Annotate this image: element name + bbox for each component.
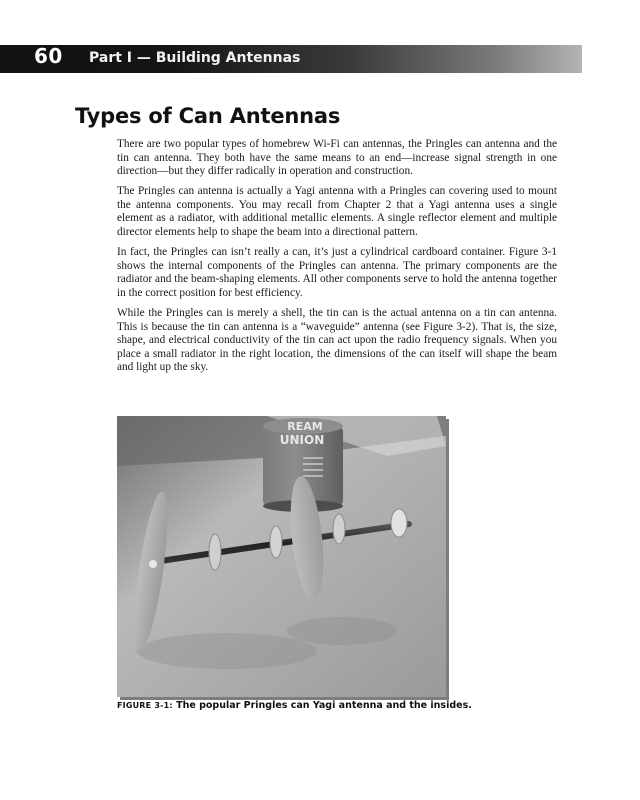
washer-3 (333, 514, 345, 544)
can-label-line1: REAM (287, 420, 323, 433)
caption-text: The popular Pringles can Yagi antenna and the insides. (176, 700, 472, 711)
washer-4 (391, 509, 407, 537)
paragraph: In fact, the Pringles can isn’t really a can, it’s just a cylindrical cardboard container. Figure 3-1 shows the internal components of the Pringles can antenna. The primary components are the radiator and the beam-shaping elements. All other components serve to hold the antenna together in the correct position for best efficiency. (117, 246, 557, 299)
washer-2 (270, 526, 282, 558)
paragraph: There are two popular types of homebrew Wi-Fi can antennas, the Pringles can antenna and the tin can antenna. They both have the same means to an end—increase signal strength in one direction—but they differ radically in operation and construction. (117, 138, 557, 178)
section-title: Types of Can Antennas (75, 104, 341, 128)
figure-photo (117, 416, 446, 697)
part-title: Part I — Building Antennas (89, 50, 301, 66)
antenna-photo (117, 416, 446, 697)
washer-1 (209, 534, 221, 570)
body-text (117, 138, 557, 382)
figure-caption (117, 700, 472, 711)
can-label-line2: UNION (279, 433, 325, 447)
paragraph: While the Pringles can is merely a shell, the tin can is the actual antenna on a tin can antenna. This is because the tin can antenna is a “waveguide” antenna (see Figure 3-2). That is, the size, shape, and electrical conductivity of the tin can act upon the radio frequency signals. When you place a small radiator in the right location, the dimensions of the can itself will shape the beam and light up the sky. (117, 307, 557, 374)
caption-label: FIGURE 3-1: (117, 701, 173, 710)
paragraph: The Pringles can antenna is actually a Yagi antenna with a Pringles can covering used to mount the antenna components. You may recall from Chapter 2 that a Yagi antenna uses a single element as a radiator, with additional metallic elements. A single reflector element and multiple director elements help to shape the beam into a directional pattern. (117, 185, 557, 239)
page-number: 60 (34, 44, 63, 68)
